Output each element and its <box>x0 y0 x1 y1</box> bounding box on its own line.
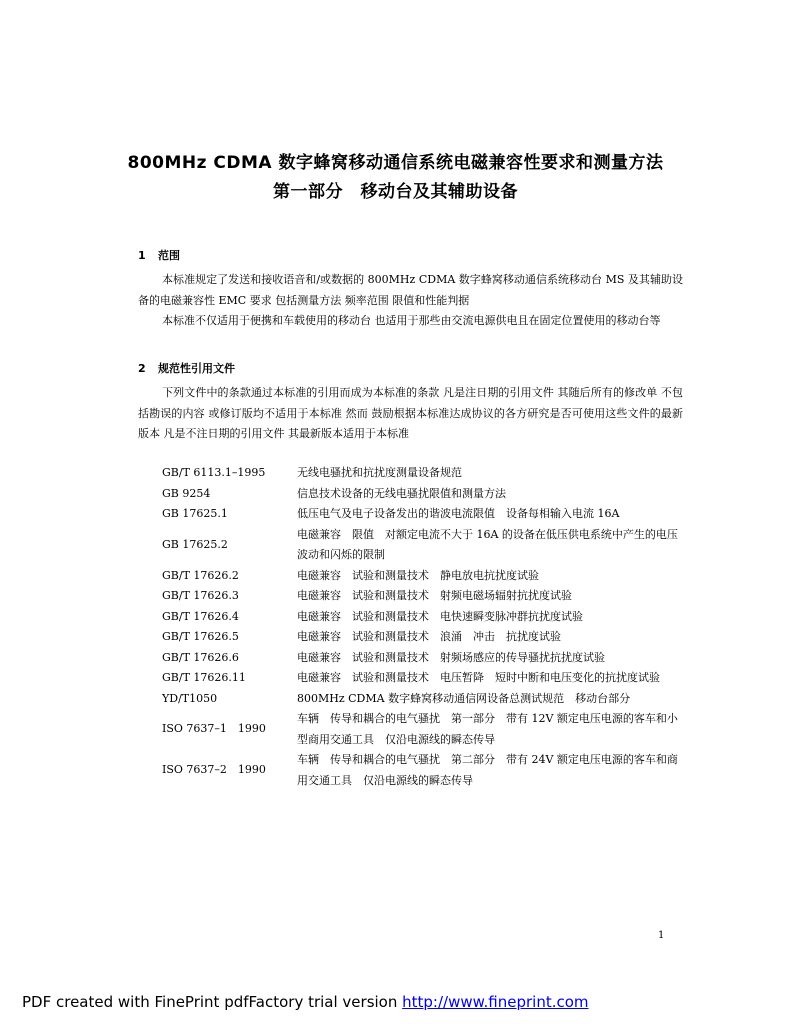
document-title: 800MHz CDMA 数字蜂窝移动通信系统电磁兼容性要求和测量方法 <box>127 153 664 173</box>
reference-code: YD/T1050 <box>162 691 218 705</box>
reference-title: 电磁兼容 试验和测量技术 射频电磁场辐射抗扰度试验 <box>297 589 572 602</box>
reference-title: 信息技术设备的无线电骚扰限值和测量方法 <box>297 486 506 500</box>
reference-code: GB 17625.2 <box>162 537 228 551</box>
reference-code: ISO 7637–2 1990 <box>162 763 266 777</box>
reference-code: GB/T 17626.4 <box>162 609 239 623</box>
reference-title: 800MHz CDMA 数字蜂窝移动通信网设备总测试规范 移动台部分 <box>297 691 631 705</box>
section-number: 1 <box>138 249 146 262</box>
reference-code: GB 9254 <box>162 486 211 500</box>
reference-item <box>162 504 687 525</box>
footer-text: PDF created with FinePrint pdfFactory trial version <box>22 993 403 1011</box>
reference-code: GB/T 17626.2 <box>162 568 239 582</box>
reference-item <box>162 607 687 628</box>
reference-title: 电磁兼容 试验和测量技术 静电放电抗扰度试验 <box>297 568 539 582</box>
reference-item <box>162 525 687 566</box>
section-number: 2 <box>138 362 146 375</box>
reference-item <box>162 709 687 750</box>
reference-code: GB 17625.1 <box>162 507 228 520</box>
reference-item <box>162 586 687 607</box>
references-intro-paragraph: 下列文件中的条款通过本标准的引用而成为本标准的条款 凡是注日期的引用文件 其随后所有的修改单 不包括勘误的内容 或修订版均不适用于本标准 然而 鼓励根据本标准达成协议的各方研究是否可使用这些文件的最新版本 凡是不注日期的引用文件 其最新版本适用于本标准 <box>138 386 683 440</box>
reference-item <box>162 750 687 791</box>
reference-item <box>162 648 687 669</box>
document-subtitle: 第一部分 移动台及其辅助设备 <box>273 182 518 202</box>
reference-title: 电磁兼容 试验和测量技术 电压暂降 短时中断和电压变化的抗扰度试验 <box>297 671 660 684</box>
reference-title: 低压电气及电子设备发出的谐波电流限值 设备每相输入电流 16A <box>297 507 620 520</box>
reference-list <box>162 463 687 791</box>
reference-item <box>162 689 687 710</box>
reference-title: 车辆 传导和耦合的电气骚扰 第一部分 带有 12V 额定电压电源的客车和小型商用交通工具 仅沿电源线的瞬态传导 <box>297 712 678 746</box>
scope-paragraph-2: 本标准不仅适用于便携和车载使用的移动台 也适用于那些由交流电源供电且在固定位置使用的移动台等 <box>162 314 661 327</box>
reference-title: 无线电骚扰和抗扰度测量设备规范 <box>297 466 462 479</box>
reference-code: GB/T 17626.6 <box>162 650 239 664</box>
reference-title: 电磁兼容 试验和测量技术 射频场感应的传导骚扰抗扰度试验 <box>297 650 605 664</box>
reference-item <box>162 627 687 648</box>
reference-title: 电磁兼容 限值 对额定电流不大于 16A 的设备在低压供电系统中产生的电压波动和闪烁的限制 <box>297 527 678 561</box>
reference-code: GB/T 6113.1–1995 <box>162 466 266 479</box>
pdf-footer <box>22 993 589 1011</box>
reference-code: GB/T 17626.11 <box>162 671 246 684</box>
reference-title: 电磁兼容 试验和测量技术 电快速瞬变脉冲群抗扰度试验 <box>297 609 583 623</box>
reference-item <box>162 463 687 484</box>
reference-item <box>162 668 687 689</box>
reference-code: ISO 7637–1 1990 <box>162 722 266 736</box>
reference-item <box>162 566 687 587</box>
reference-code: GB/T 17626.3 <box>162 589 239 602</box>
reference-title: 车辆 传导和耦合的电气骚扰 第二部分 带有 24V 额定电压电源的客车和商用交通工具 仅沿电源线的瞬态传导 <box>297 753 678 787</box>
reference-code: GB/T 17626.5 <box>162 630 239 643</box>
section-heading-normative-references <box>138 360 235 376</box>
reference-item <box>162 484 687 505</box>
section-heading-scope <box>138 247 180 263</box>
scope-paragraph-1: 本标准规定了发送和接收语音和/或数据的 800MHz CDMA 数字蜂窝移动通信系统移动台 MS 及其辅助设备的电磁兼容性 EMC 要求 包括测量方法 频率范围 限值和性能判据 <box>138 273 683 307</box>
reference-title: 电磁兼容 试验和测量技术 浪涌 冲击 抗扰度试验 <box>297 630 561 643</box>
section-title: 规范性引用文件 <box>158 362 235 375</box>
footer-link[interactable]: http://www.fineprint.com <box>402 993 589 1011</box>
section-title: 范围 <box>158 249 180 262</box>
page-number: 1 <box>658 930 665 941</box>
